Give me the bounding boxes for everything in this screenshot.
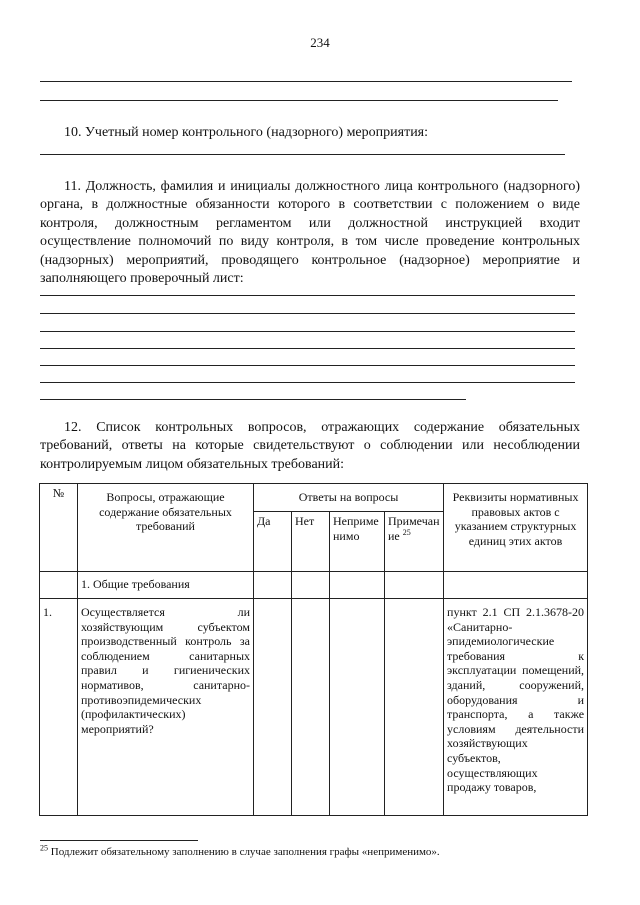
footnote-text: Подлежит обязательному заполнению в случае заполнения графы «неприменимо». bbox=[50, 846, 440, 858]
group-heading: 1. Общие требования bbox=[78, 572, 254, 599]
blank-line bbox=[40, 348, 575, 349]
section-12-text: 12. Список контрольных вопросов, отражающих содержание обязательных требований, ответы на которые свидетельствуют о соблюдении или несоблюдении контролируемым лицом обязательных требований: bbox=[40, 420, 580, 472]
header-requisites: Реквизиты нормативных правовых актов с указанием структурных единиц этих актов bbox=[444, 484, 588, 572]
blank-line bbox=[40, 382, 575, 383]
answer-yes-cell[interactable] bbox=[254, 599, 292, 816]
header-num: № bbox=[40, 484, 78, 572]
row-question: Осуществляется ли хозяйствующим субъектом производственный контроль за соблюдением санитарных правил и гигиенических нормативов, санитарно-противоэпидемических (профилактических) мероприятий? bbox=[78, 599, 254, 816]
footnote-separator bbox=[40, 840, 198, 841]
empty-cell bbox=[330, 572, 385, 599]
answer-note-cell[interactable] bbox=[385, 599, 444, 816]
blank-line bbox=[40, 313, 575, 314]
answer-no-cell[interactable] bbox=[292, 599, 330, 816]
row-requisites: пункт 2.1 СП 2.1.3678-20 «Санитарно-эпидемиологические требования к эксплуатации помещений, зданий, сооружений, оборудования и транспорта, а также условиям деятельности хозяйствующих субъектов, осуществляющих продажу товаров, bbox=[444, 599, 588, 816]
header-no: Нет bbox=[292, 512, 330, 572]
blank-line bbox=[40, 399, 466, 400]
empty-cell bbox=[444, 572, 588, 599]
empty-cell bbox=[40, 572, 78, 599]
blank-line bbox=[40, 365, 575, 366]
answer-na-cell[interactable] bbox=[330, 599, 385, 816]
page-number: 234 bbox=[310, 35, 330, 50]
footnote-number: 25 bbox=[40, 843, 48, 853]
blank-line bbox=[40, 154, 565, 155]
row-num: 1. bbox=[40, 599, 78, 816]
section-11-text: 11. Должность, фамилия и инициалы должностного лица контрольного (надзорного) органа, в должностные обязанности которого в соответствии с положением о виде контроля, должностным регламентом или должностной инструкцией входит осуществление полномочий по виду контроля, в том числе проведение контрольных (надзорных) мероприятий, проводящего контрольное (надзорное) мероприятие и заполняющего проверочный лист: bbox=[40, 179, 580, 287]
blank-line bbox=[40, 81, 572, 82]
header-questions: Вопросы, отражающие содержание обязательных требований bbox=[78, 484, 254, 572]
footnote bbox=[40, 843, 440, 858]
section-10-text: 10. Учетный номер контрольного (надзорного) мероприятия: bbox=[64, 125, 429, 140]
checklist-table bbox=[39, 483, 588, 816]
header-answers: Ответы на вопросы bbox=[254, 484, 444, 512]
blank-line bbox=[40, 100, 558, 101]
empty-cell bbox=[385, 572, 444, 599]
header-yes: Да bbox=[254, 512, 292, 572]
blank-line bbox=[40, 331, 575, 332]
header-not-applicable: Неприменимо bbox=[330, 512, 385, 572]
footnote-ref: 25 bbox=[402, 527, 411, 537]
empty-cell bbox=[254, 572, 292, 599]
blank-line bbox=[40, 295, 575, 296]
header-note: Примечание $^{25}$ bbox=[385, 512, 444, 572]
empty-cell bbox=[292, 572, 330, 599]
